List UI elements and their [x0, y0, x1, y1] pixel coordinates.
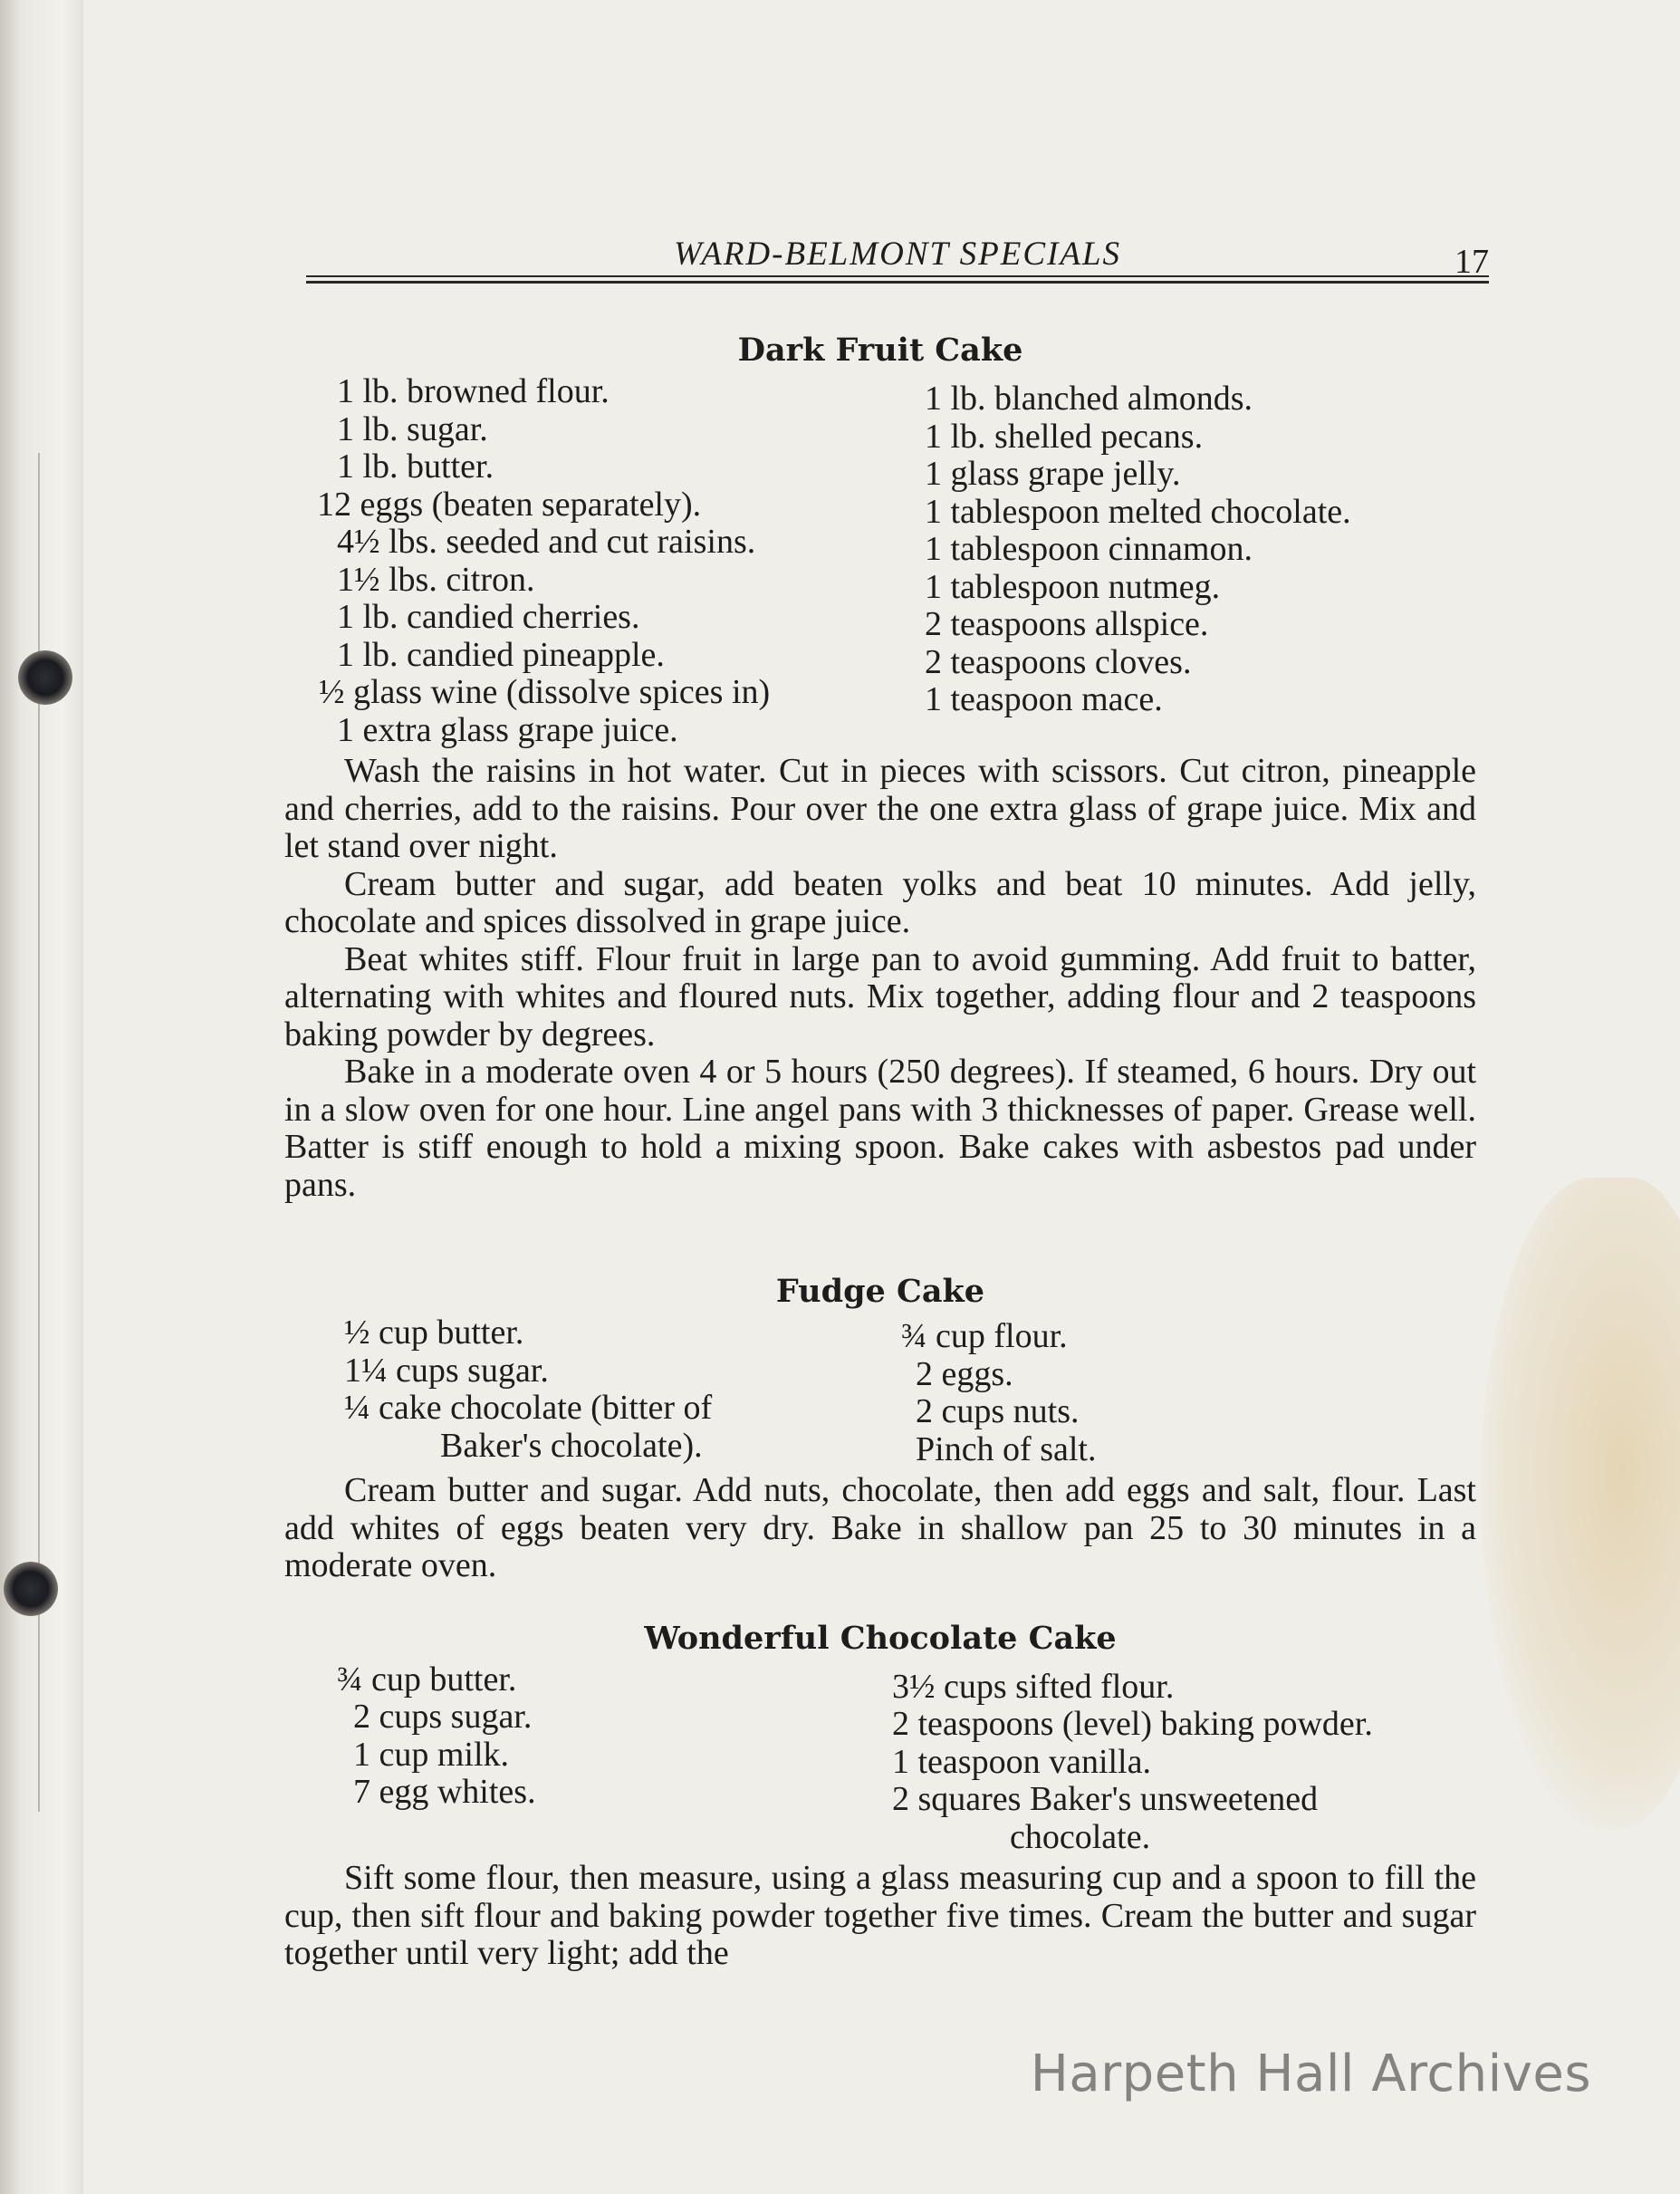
ingredient-item: ½ glass wine (dissolve spices in): [319, 673, 771, 711]
ingredient-item: 1 lb. candied cherries.: [337, 598, 640, 636]
recipe-method: [284, 1472, 1476, 1585]
punch-hole-top: [18, 650, 72, 705]
ingredient-item: ¼ cake chocolate (bitter of: [344, 1389, 713, 1427]
ingredient-item: 1 extra glass grape juice.: [337, 710, 678, 749]
ingredient-item: 3½ cups sifted flour.: [892, 1667, 1175, 1706]
header-rule-double: [306, 281, 1489, 284]
recipe-title: Wonderful Chocolate Cake: [644, 1619, 1117, 1657]
water-stain: [1481, 1178, 1680, 1830]
archive-watermark: Harpeth Hall Archives: [1030, 2045, 1591, 2103]
ingredient-list-left: [284, 1661, 869, 1857]
ingredient-item: 7 egg whites.: [353, 1773, 536, 1811]
recipe-title: Fudge Cake: [775, 1273, 985, 1310]
recipe-method: [284, 1860, 1476, 1973]
ingredient-item: 1 lb. sugar.: [337, 409, 488, 448]
ingredient-item: 2 teaspoons cloves.: [925, 642, 1192, 681]
ingredient-list-left: [284, 1314, 869, 1468]
recipe-title: Dark Fruit Cake: [737, 332, 1023, 369]
page-binding: [0, 0, 83, 2194]
method-paragraph: Wash the raisins in hot water. Cut in pieces with scissors. Cut citron, pineapple and cherries, add to the raisins. Pour over the one extra glass of grape juice. Mix and let stand over night.: [284, 752, 1476, 865]
ingredient-item: 2 cups nuts.: [916, 1392, 1080, 1430]
recipe-dark-fruit-cake: [284, 330, 1476, 1204]
ingredient-columns: [284, 373, 1476, 749]
ingredient-item: 1¼ cups sugar.: [344, 1351, 549, 1390]
ingredient-item: 1 tablespoon cinnamon.: [925, 530, 1253, 568]
ingredient-item: 2 teaspoons (level) baking powder.: [892, 1705, 1373, 1743]
recipe-wonderful-chocolate-cake: [284, 1618, 1476, 1973]
ingredient-columns: [284, 1314, 1476, 1468]
ingredient-item: 1 glass grape jelly.: [925, 455, 1181, 493]
page-number: 17: [1454, 243, 1489, 281]
method-paragraph: Sift some flour, then measure, using a glass measuring cup and a spoon to fill the cup, then sift flour and baking powder together five times. Cream the butter and sugar together until very light; add the: [284, 1859, 1476, 1972]
ingredient-list-right: [892, 373, 1476, 749]
ingredient-item: chocolate.: [1010, 1817, 1151, 1856]
page-content: [284, 330, 1476, 2006]
method-paragraph: Cream butter and sugar. Add nuts, chocolate, then add eggs and salt, flour. Last add whites of eggs beaten very dry. Bake in shallow pan 25 to 30 minutes in a moderate oven.: [284, 1471, 1476, 1584]
recipe-method: [284, 753, 1476, 1204]
ingredient-item: 1½ lbs. citron.: [337, 560, 535, 599]
ingredient-item: 1 teaspoon vanilla.: [892, 1742, 1151, 1781]
header-rule: [306, 275, 1489, 277]
ingredient-columns: [284, 1661, 1476, 1857]
ingredient-list-right: [892, 1314, 1476, 1468]
ingredient-item: 12 eggs (beaten separately).: [317, 485, 702, 524]
method-paragraph: Cream butter and sugar, add beaten yolks and beat 10 minutes. Add jelly, chocolate and spices dissolved in grape juice.: [284, 864, 1476, 940]
ingredient-item: Baker's chocolate).: [440, 1426, 703, 1465]
ingredient-item: 1 lb. shelled pecans.: [925, 417, 1204, 456]
ingredient-item: ¾ cup flour.: [901, 1317, 1068, 1355]
ingredient-item: 1 cup milk.: [353, 1735, 510, 1774]
ingredient-item: ½ cup butter.: [344, 1314, 524, 1352]
ingredient-item: 1 tablespoon nutmeg.: [925, 567, 1221, 606]
ingredient-item: 2 eggs.: [916, 1354, 1013, 1393]
running-head: WARD-BELMONT SPECIALS: [673, 236, 1122, 273]
ingredient-item: ¾ cup butter.: [337, 1660, 517, 1698]
page-header: [306, 234, 1489, 297]
ingredient-item: 4½ lbs. seeded and cut raisins.: [337, 523, 756, 561]
method-paragraph: Bake in a moderate oven 4 or 5 hours (250 degrees). If steamed, 6 hours. Dry out in a slow oven for one hour. Line angel pans with 3 thicknesses of paper. Grease well. Batter is stiff enough to hold a mixing spoon. Bake cakes with asbestos pad under pans.: [284, 1053, 1476, 1204]
ingredient-item: 1 tablespoon melted chocolate.: [925, 492, 1351, 531]
ingredient-item: 1 lb. browned flour.: [337, 372, 610, 410]
ingredient-item: 1 lb. butter.: [337, 447, 494, 486]
ingredient-item: 1 lb. candied pineapple.: [337, 635, 665, 674]
punch-hole-bottom: [4, 1562, 58, 1616]
ingredient-item: 2 squares Baker's unsweetened: [892, 1780, 1319, 1818]
ingredient-list-left: [284, 373, 869, 749]
ingredient-item: Pinch of salt.: [916, 1429, 1097, 1468]
ingredient-item: 1 teaspoon mace.: [925, 680, 1163, 718]
recipe-fudge-cake: [284, 1271, 1476, 1585]
ingredient-item: 2 teaspoons allspice.: [925, 605, 1209, 643]
ingredient-item: 1 lb. blanched almonds.: [925, 380, 1253, 418]
ingredient-item: 2 cups sugar.: [353, 1698, 533, 1736]
ingredient-list-right: [892, 1661, 1476, 1857]
method-paragraph: Beat whites stiff. Flour fruit in large pan to avoid gumming. Add fruit to batter, alternating with whites and floured nuts. Mix together, adding flour and 2 teaspoons baking powder by degrees.: [284, 939, 1476, 1054]
